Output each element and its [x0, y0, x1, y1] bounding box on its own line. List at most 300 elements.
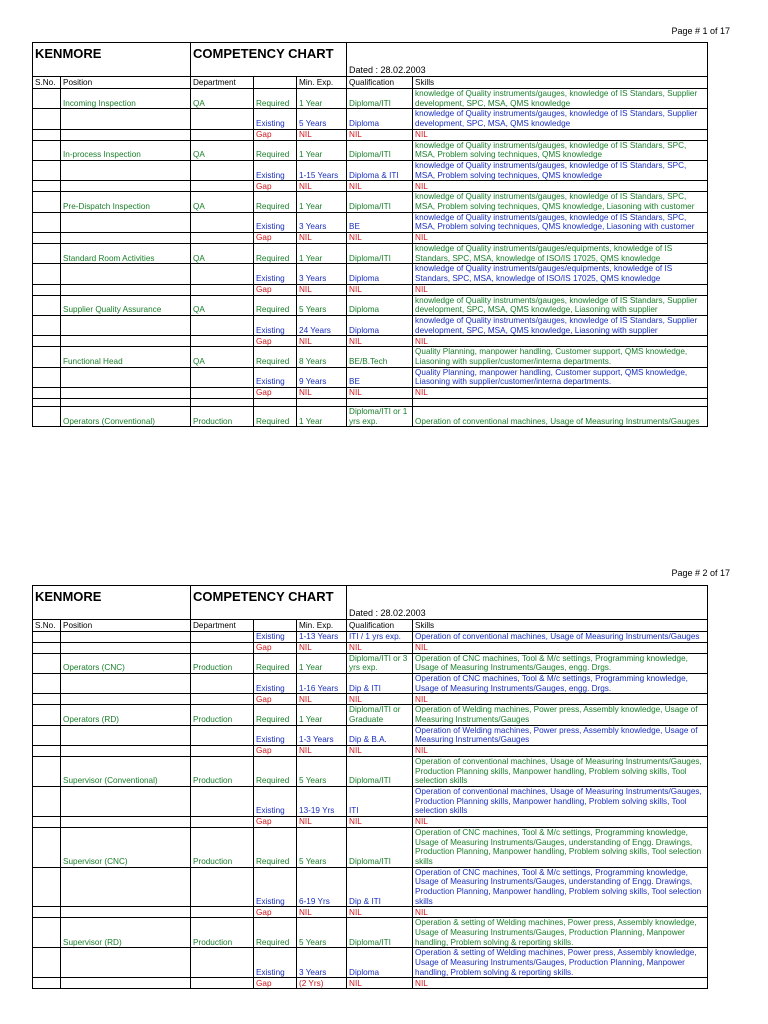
min-exp-cell: 1 Year [297, 89, 347, 109]
table-row [33, 140, 708, 160]
qualification-cell: Diploma/ITI or 1 yrs exp. [347, 407, 413, 427]
department-cell: Production [191, 705, 254, 725]
sno-cell [33, 828, 61, 868]
min-exp-cell: 5 Years [297, 918, 347, 948]
table-row [33, 948, 708, 978]
skills-cell: NIL [413, 694, 708, 705]
department-cell [191, 948, 254, 978]
sno-cell [33, 212, 61, 232]
min-exp-cell: 5 Years [297, 109, 347, 129]
min-exp-cell: 8 Years [297, 347, 347, 367]
sno-cell [33, 787, 61, 817]
position-cell [61, 978, 191, 989]
header-status [254, 77, 297, 89]
position-cell [61, 388, 191, 399]
skills-cell: knowledge of Quality instruments/gauges, knowledge of IS Standars, SPC, MSA, Problem solving techniques, QMS knowledge [413, 140, 708, 160]
skills-cell: NIL [413, 817, 708, 828]
position-cell: Incoming Inspection [61, 89, 191, 109]
position-cell [61, 787, 191, 817]
department-cell: Production [191, 757, 254, 787]
table-row [33, 109, 708, 129]
competency-table [32, 585, 708, 989]
position-cell: Operators (CNC) [61, 653, 191, 673]
skills-cell: NIL [413, 336, 708, 347]
position-cell: Operators (Conventional) [61, 407, 191, 427]
skills-cell: Operation of conventional machines, Usage of Measuring Instruments/Gauges, Production Planning skills, Manpower handling, Problem solving skills, Tool selection skills [413, 757, 708, 787]
position-cell: In-process Inspection [61, 140, 191, 160]
sno-cell [33, 284, 61, 295]
skills-cell: NIL [413, 978, 708, 989]
header-qualification: Qualification [347, 77, 413, 89]
page-number: Page # 2 of 17 [671, 568, 730, 578]
status-label-cell: Gap [254, 336, 297, 347]
table-row [33, 388, 708, 399]
status-label-cell: Existing [254, 867, 297, 907]
position-cell [61, 181, 191, 192]
status-label-cell: Existing [254, 212, 297, 232]
position-cell [61, 264, 191, 284]
qualification-cell: NIL [347, 642, 413, 653]
qualification-cell: NIL [347, 181, 413, 192]
header-department: Department [191, 77, 254, 89]
department-cell [191, 129, 254, 140]
min-exp-cell: 1-13 Years [297, 632, 347, 643]
position-cell [61, 233, 191, 244]
status-label-cell: Gap [254, 817, 297, 828]
qualification-cell: Diploma/ITI [347, 244, 413, 264]
status-label-cell: Required [254, 89, 297, 109]
page-number: Page # 1 of 17 [671, 26, 730, 36]
min-exp-cell: NIL [297, 817, 347, 828]
skills-cell: Operation of CNC machines, Tool & M/c settings, Programming knowledge, Usage of Measuring Instruments/Gauges, engg. Drgs. [413, 674, 708, 694]
qualification-cell: BE [347, 212, 413, 232]
position-cell [61, 367, 191, 387]
skills-cell: knowledge of Quality instruments/gauges, knowledge of IS Standars, SPC, MSA, Problem solving techniques, QMS knowledge, Liasoning with customer [413, 212, 708, 232]
min-exp-cell: 3 Years [297, 212, 347, 232]
qualification-cell: Diploma [347, 295, 413, 315]
department-cell [191, 725, 254, 745]
sno-cell [33, 264, 61, 284]
status-label-cell: Gap [254, 129, 297, 140]
status-label-cell: Required [254, 140, 297, 160]
position-cell: Supervisor (CNC) [61, 828, 191, 868]
position-cell [61, 694, 191, 705]
skills-cell [413, 399, 708, 407]
qualification-cell: Dip & B.A. [347, 725, 413, 745]
header-qualification: Qualification [347, 620, 413, 632]
sno-cell [33, 109, 61, 129]
sno-cell [33, 192, 61, 212]
table-row [33, 316, 708, 336]
header-skills: Skills [413, 620, 708, 632]
skills-cell: Operation of CNC machines, Tool & M/c settings, Programming knowledge, Usage of Measuring Instruments/Gauges, understanding of Engg. Drawings, Production Planning, Manpower handling, Problem solving skills, Tool selection skills [413, 867, 708, 907]
department-cell [191, 746, 254, 757]
min-exp-cell: 1 Year [297, 653, 347, 673]
table-row [33, 336, 708, 347]
sno-cell [33, 642, 61, 653]
min-exp-cell: 1 Year [297, 244, 347, 264]
header-department: Department [191, 620, 254, 632]
status-label-cell: Required [254, 653, 297, 673]
skills-cell: NIL [413, 181, 708, 192]
status-label-cell: Existing [254, 367, 297, 387]
min-exp-cell: 1-16 Years [297, 674, 347, 694]
header-status [254, 620, 297, 632]
department-cell: QA [191, 140, 254, 160]
min-exp-cell: 3 Years [297, 948, 347, 978]
status-label-cell: Required [254, 705, 297, 725]
qualification-cell: NIL [347, 129, 413, 140]
sno-cell [33, 674, 61, 694]
qualification-cell: Diploma/ITI [347, 828, 413, 868]
department-cell [191, 632, 254, 643]
qualification-cell: BE [347, 367, 413, 387]
status-label-cell: Gap [254, 642, 297, 653]
qualification-cell: NIL [347, 284, 413, 295]
qualification-cell: BE/B.Tech [347, 347, 413, 367]
status-label-cell: Existing [254, 948, 297, 978]
status-label-cell: Required [254, 244, 297, 264]
table-row [33, 399, 708, 407]
table-row [33, 161, 708, 181]
skills-cell: Operation of CNC machines, Tool & M/c settings, Programming knowledge, Usage of Measuring Instruments/Gauges, understanding of Engg. Drawings, Production Planning, Manpower handling, Problem solving skills, Tool selection skills [413, 828, 708, 868]
position-cell [61, 284, 191, 295]
min-exp-cell: NIL [297, 336, 347, 347]
status-label-cell: Gap [254, 233, 297, 244]
skills-cell: Operation of CNC machines, Tool & M/c settings, Programming knowledge, Usage of Measuring Instruments/Gauges, engg. Drgs. [413, 653, 708, 673]
skills-cell: Operation & setting of Welding machines, Power press, Assembly knowledge, Usage of Measuring Instruments/Gauges, Production Planning, Manpower handling, Problem solving & reporting skills. [413, 918, 708, 948]
position-cell [61, 129, 191, 140]
qualification-cell: Diploma/ITI [347, 757, 413, 787]
position-cell: Standard Room Activities [61, 244, 191, 264]
min-exp-cell: NIL [297, 642, 347, 653]
status-label-cell: Existing [254, 264, 297, 284]
status-label-cell: Existing [254, 632, 297, 643]
position-cell [61, 674, 191, 694]
qualification-cell: Diploma/ITI [347, 140, 413, 160]
qualification-cell: Diploma [347, 264, 413, 284]
qualification-cell: NIL [347, 388, 413, 399]
header-sno: S.No. [33, 77, 61, 89]
skills-cell: knowledge of Quality instruments/gauges/equipments, knowledge of IS Standars, SPC, MSA, knowledge of ISO/IS 17025, QMS knowledge [413, 244, 708, 264]
skills-cell: NIL [413, 233, 708, 244]
qualification-cell: ITI / 1 yrs exp. [347, 632, 413, 643]
table-row [33, 192, 708, 212]
qualification-cell: NIL [347, 907, 413, 918]
header-min-exp: Min. Exp. [297, 620, 347, 632]
min-exp-cell: 9 Years [297, 367, 347, 387]
department-cell: QA [191, 295, 254, 315]
min-exp-cell: 6-19 Yrs [297, 867, 347, 907]
qualification-cell: NIL [347, 978, 413, 989]
min-exp-cell: 1-15 Years [297, 161, 347, 181]
qualification-cell: Diploma/ITI [347, 192, 413, 212]
qualification-cell: Diploma [347, 316, 413, 336]
min-exp-cell: NIL [297, 907, 347, 918]
position-cell [61, 336, 191, 347]
min-exp-cell: 1 Year [297, 407, 347, 427]
table-row [33, 89, 708, 109]
qualification-cell: Diploma/ITI or 3 yrs exp. [347, 653, 413, 673]
qualification-cell: Dip & ITI [347, 674, 413, 694]
department-cell [191, 284, 254, 295]
table-row [33, 674, 708, 694]
header-position: Position [61, 77, 191, 89]
sno-cell [33, 978, 61, 989]
sno-cell [33, 918, 61, 948]
status-label-cell: Gap [254, 388, 297, 399]
skills-cell: Operation & setting of Welding machines, Power press, Assembly knowledge, Usage of Measuring Instruments/Gauges, Production Planning, Manpower handling, Problem solving & reporting skills. [413, 948, 708, 978]
skills-cell: NIL [413, 746, 708, 757]
skills-cell: knowledge of Quality instruments/gauges/equipments, knowledge of IS Standars, SPC, MSA, knowledge of ISO/IS 17025, QMS knowledge [413, 264, 708, 284]
status-label-cell: Gap [254, 181, 297, 192]
qualification-cell: Diploma [347, 948, 413, 978]
position-cell: Functional Head [61, 347, 191, 367]
qualification-cell: ITI [347, 787, 413, 817]
qualification-cell: NIL [347, 233, 413, 244]
skills-cell: knowledge of Quality instruments/gauges, knowledge of IS Standars, SPC, MSA, Problem solving techniques, QMS knowledge [413, 161, 708, 181]
chart-date: Dated : 28.02.2003 [347, 586, 708, 620]
min-exp-cell: (2 Yrs) [297, 978, 347, 989]
position-cell [61, 725, 191, 745]
qualification-cell [347, 399, 413, 407]
sno-cell [33, 725, 61, 745]
status-label-cell: Required [254, 192, 297, 212]
position-cell [61, 399, 191, 407]
status-label-cell: Existing [254, 109, 297, 129]
min-exp-cell: NIL [297, 388, 347, 399]
company-name: KENMORE [33, 586, 191, 620]
skills-cell: Operation of conventional machines, Usage of Measuring Instruments/Gauges [413, 407, 708, 427]
status-label-cell: Gap [254, 978, 297, 989]
sno-cell [33, 295, 61, 315]
table-row [33, 367, 708, 387]
table-row [33, 181, 708, 192]
department-cell [191, 787, 254, 817]
sno-cell [33, 705, 61, 725]
qualification-cell: NIL [347, 694, 413, 705]
chart-title: COMPETENCY CHART [191, 43, 347, 77]
skills-cell: Operation of Welding machines, Power press, Assembly knowledge, Usage of Measuring Instruments/Gauges [413, 725, 708, 745]
status-label-cell: Existing [254, 674, 297, 694]
header-sno: S.No. [33, 620, 61, 632]
table-row [33, 705, 708, 725]
position-cell [61, 948, 191, 978]
status-label-cell: Required [254, 828, 297, 868]
department-cell [191, 867, 254, 907]
table-row [33, 642, 708, 653]
table-row [33, 264, 708, 284]
header-min-exp: Min. Exp. [297, 77, 347, 89]
table-row [33, 233, 708, 244]
skills-cell: NIL [413, 642, 708, 653]
position-cell: Supplier Quality Assurance [61, 295, 191, 315]
department-cell [191, 642, 254, 653]
qualification-cell: Dip & ITI [347, 867, 413, 907]
sno-cell [33, 948, 61, 978]
min-exp-cell [297, 399, 347, 407]
table-row [33, 244, 708, 264]
position-cell: Operators (RD) [61, 705, 191, 725]
min-exp-cell: 3 Years [297, 264, 347, 284]
department-cell [191, 316, 254, 336]
min-exp-cell: 1 Year [297, 140, 347, 160]
skills-cell: NIL [413, 388, 708, 399]
table-row [33, 746, 708, 757]
skills-cell: NIL [413, 907, 708, 918]
department-cell [191, 233, 254, 244]
company-name: KENMORE [33, 43, 191, 77]
sno-cell [33, 907, 61, 918]
table-row [33, 347, 708, 367]
skills-cell: knowledge of Quality instruments/gauges, knowledge of IS Standars, Supplier development, SPC, MSA, QMS knowledge [413, 89, 708, 109]
sno-cell [33, 388, 61, 399]
position-cell [61, 316, 191, 336]
skills-cell: Operation of Welding machines, Power press, Assembly knowledge, Usage of Measuring Instruments/Gauges [413, 705, 708, 725]
min-exp-cell: NIL [297, 284, 347, 295]
sno-cell [33, 181, 61, 192]
sno-cell [33, 233, 61, 244]
department-cell [191, 399, 254, 407]
min-exp-cell: NIL [297, 694, 347, 705]
min-exp-cell: 24 Years [297, 316, 347, 336]
position-cell [61, 907, 191, 918]
sno-cell [33, 244, 61, 264]
sno-cell [33, 746, 61, 757]
department-cell [191, 212, 254, 232]
min-exp-cell: 1 Year [297, 192, 347, 212]
qualification-cell: Diploma [347, 109, 413, 129]
position-cell [61, 867, 191, 907]
status-label-cell: Existing [254, 316, 297, 336]
table-row [33, 725, 708, 745]
department-cell [191, 181, 254, 192]
sno-cell [33, 817, 61, 828]
table-row [33, 787, 708, 817]
sno-cell [33, 336, 61, 347]
chart-title: COMPETENCY CHART [191, 586, 347, 620]
min-exp-cell: NIL [297, 129, 347, 140]
status-label-cell: Existing [254, 161, 297, 181]
qualification-cell: NIL [347, 817, 413, 828]
competency-table [32, 42, 708, 427]
skills-cell: NIL [413, 284, 708, 295]
chart-date: Dated : 28.02.2003 [347, 43, 708, 77]
min-exp-cell: 5 Years [297, 295, 347, 315]
department-cell [191, 907, 254, 918]
department-cell [191, 367, 254, 387]
table-row [33, 757, 708, 787]
table-row [33, 978, 708, 989]
department-cell: QA [191, 347, 254, 367]
qualification-cell: Diploma/ITI [347, 89, 413, 109]
sno-cell [33, 694, 61, 705]
sno-cell [33, 347, 61, 367]
sno-cell [33, 367, 61, 387]
table-row [33, 817, 708, 828]
status-label-cell: Required [254, 407, 297, 427]
position-cell [61, 109, 191, 129]
position-cell [61, 817, 191, 828]
department-cell [191, 694, 254, 705]
department-cell: QA [191, 89, 254, 109]
table-row [33, 407, 708, 427]
position-cell [61, 161, 191, 181]
department-cell [191, 817, 254, 828]
qualification-cell: Diploma/ITI [347, 918, 413, 948]
status-label-cell: Gap [254, 284, 297, 295]
qualification-cell: NIL [347, 336, 413, 347]
department-cell [191, 264, 254, 284]
table-row [33, 694, 708, 705]
position-cell: Supervisor (Conventional) [61, 757, 191, 787]
table-row [33, 907, 708, 918]
sno-cell [33, 161, 61, 181]
department-cell [191, 161, 254, 181]
min-exp-cell: NIL [297, 233, 347, 244]
status-label-cell: Gap [254, 694, 297, 705]
table-row [33, 918, 708, 948]
status-label-cell: Required [254, 757, 297, 787]
status-label-cell [254, 399, 297, 407]
qualification-cell: Diploma/ITI or Graduate [347, 705, 413, 725]
status-label-cell: Gap [254, 907, 297, 918]
table-row [33, 129, 708, 140]
table-row [33, 295, 708, 315]
skills-cell: knowledge of Quality instruments/gauges, knowledge of IS Standars, Supplier development, SPC, MSA, QMS knowledge, Liasoning with supplier [413, 295, 708, 315]
status-label-cell: Existing [254, 787, 297, 817]
sno-cell [33, 129, 61, 140]
table-row [33, 284, 708, 295]
min-exp-cell: 1-3 Years [297, 725, 347, 745]
position-cell [61, 212, 191, 232]
department-cell: QA [191, 192, 254, 212]
status-label-cell: Gap [254, 746, 297, 757]
min-exp-cell: 5 Years [297, 757, 347, 787]
sno-cell [33, 140, 61, 160]
position-cell [61, 632, 191, 643]
department-cell [191, 109, 254, 129]
skills-cell: Operation of conventional machines, Usage of Measuring Instruments/Gauges [413, 632, 708, 643]
status-label-cell: Required [254, 295, 297, 315]
min-exp-cell: NIL [297, 746, 347, 757]
sno-cell [33, 316, 61, 336]
table-row [33, 632, 708, 643]
skills-cell: NIL [413, 129, 708, 140]
min-exp-cell: NIL [297, 181, 347, 192]
skills-cell: knowledge of Quality instruments/gauges, knowledge of IS Standars, Supplier development, SPC, MSA, QMS knowledge, Liasoning with supplier [413, 316, 708, 336]
qualification-cell: NIL [347, 746, 413, 757]
min-exp-cell: 1 Year [297, 705, 347, 725]
header-position: Position [61, 620, 191, 632]
sno-cell [33, 653, 61, 673]
table-row [33, 828, 708, 868]
qualification-cell: Diploma & ITI [347, 161, 413, 181]
table-row [33, 867, 708, 907]
department-cell: Production [191, 828, 254, 868]
sno-cell [33, 867, 61, 907]
table-row [33, 212, 708, 232]
status-label-cell: Existing [254, 725, 297, 745]
department-cell: Production [191, 653, 254, 673]
min-exp-cell: 13-19 Yrs [297, 787, 347, 817]
department-cell [191, 388, 254, 399]
sno-cell [33, 407, 61, 427]
skills-cell: knowledge of Quality instruments/gauges, knowledge of IS Standars, Supplier development, SPC, MSA, QMS knowledge [413, 109, 708, 129]
department-cell [191, 674, 254, 694]
sno-cell [33, 632, 61, 643]
position-cell [61, 642, 191, 653]
